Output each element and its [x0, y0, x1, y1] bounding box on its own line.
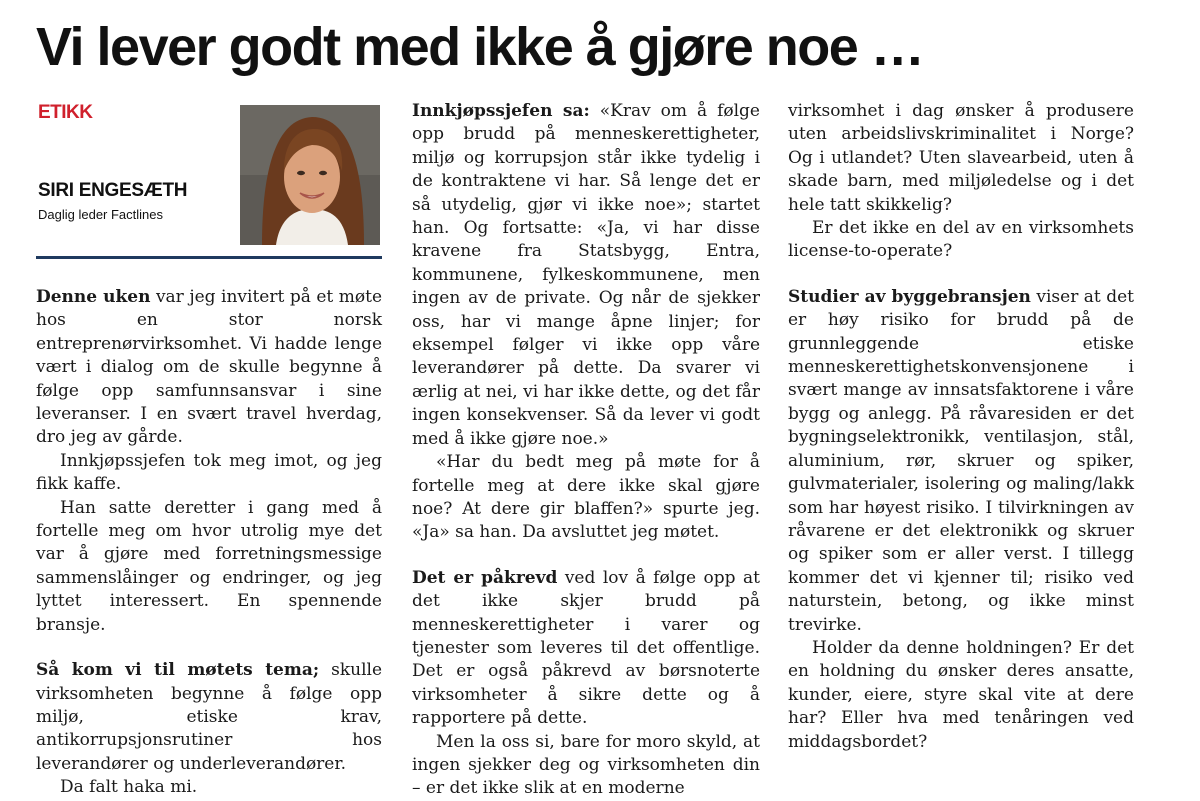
section-tag: ETIKK [38, 102, 93, 123]
column-1-text [36, 286, 382, 800]
paragraph: Denne uken var jeg invitert på et møte hos en stor norsk entreprenørvirksomhet. Vi hadde lenge vært i dialog om de skulle begynne å følge opp samfunnsansvar i sine leveranser. I en svært travel hverdag, dro jeg av gårde. [36, 287, 383, 448]
paragraph: virksomhet i dag ønsker å produsere uten arbeidslivskriminalitet i Norge? Og i utlandet? Uten slavearbeid, uten å skade barn, med miljøledelse og i det hele tatt skikkelig? [788, 101, 1134, 215]
paragraph: «Har du bedt meg på møte for å fortelle meg at dere ikke skal gjøre noe? At dere gir blaffen?» spurte jeg. «Ja» sa han. Da avsluttet jeg møtet. [412, 452, 760, 543]
paragraph: Innkjøpssjefen tok meg imot, og jeg fikk kaffe. [36, 450, 382, 495]
paragraph: Studier av byggebransjen viser at det er høy risiko for brudd på de grunnleggende etiske menneskerettighetskonvensjonene i svært mange av innsatsfaktorene i våre bygg og anlegg. På råvaresiden er det bygningselektronikk, ventilasjon, stål, aluminium, rør, skruer og spiker, gulvmaterialer, isolering og maling/lakk som har høyest risiko. I tilvirkningen av råvarene er det elektronikk og skruer og spiker som er aller verst. I tillegg kommer det vi kjenner til; risiko ved naturstein, betong, og ikke minst trevirke. [788, 286, 1134, 635]
author-role: Daglig leder Factlines [38, 207, 164, 222]
paragraph: Han satte deretter i gang med å fortelle meg om hvor utrolig mye det var å gjøre med forretningsmessige sammenslåinger og endringer, og jeg lyttet interessert. En spennende bransje. [36, 497, 382, 635]
headline: Vi lever godt med ikke å gjøre noe … [36, 17, 924, 77]
column-2 [412, 100, 760, 801]
paragraph: Innkjøpssjefen sa: «Krav om å følge opp brudd på menneskerettigheter, miljø og korrupsjon står ikke tydelig i de kontraktene vi har. Så lenge det er så utydelig, gjør vi ikke noe»; startet han. Og fortsatte: «Ja, vi har disse kravene fra Statsbygg, Entra, kommunene, fylkeskommunene, men ingen av de private. Og når de sjekker oss, har vi mange åpne linjer; for eksempel følger vi ikke opp våre leverandører på dette. Da svarer vi ærlig at nei, vi har ikke dette, og det får ingen konsekvenser. Så da lever vi godt med å ikke gjøre noe.» [412, 101, 760, 449]
author-portrait [240, 105, 380, 245]
paragraph: Holder da denne holdningen? Er det en holdning du ønsker deres ansatte, kunder, eiere, styre skal vite at dere har? Eller hva med tenåringen ved middagsbordet? [788, 637, 1134, 752]
author-name: SIRI ENGESÆTH [38, 180, 188, 201]
column-3 [788, 100, 1134, 754]
paragraph: Så kom vi til møtets tema; skulle virksomheten begynne å følge opp miljø, etiske krav, antikorrupsjonsrutiner hos leverandører og underleverandører. [36, 660, 383, 774]
paragraph: Da falt haka mi. [60, 777, 198, 798]
paragraph: Er det ikke en del av en virksomhets license-to-operate? [788, 218, 1134, 262]
byline [36, 100, 382, 250]
paragraph: Men la oss si, bare for moro skyld, at ingen sjekker deg og virksomheten din – er det ikke slik at en moderne [412, 731, 760, 799]
column-1 [36, 100, 383, 798]
byline-divider [36, 256, 382, 259]
paragraph: Det er påkrevd ved lov å følge opp at det ikke skjer brudd på menneskerettigheter i varer og tjenester som leveres til det offentlige. Det er også påkrevd av børsnoterte virksomheter å sikre dette og å rapportere på dette. [412, 567, 760, 729]
